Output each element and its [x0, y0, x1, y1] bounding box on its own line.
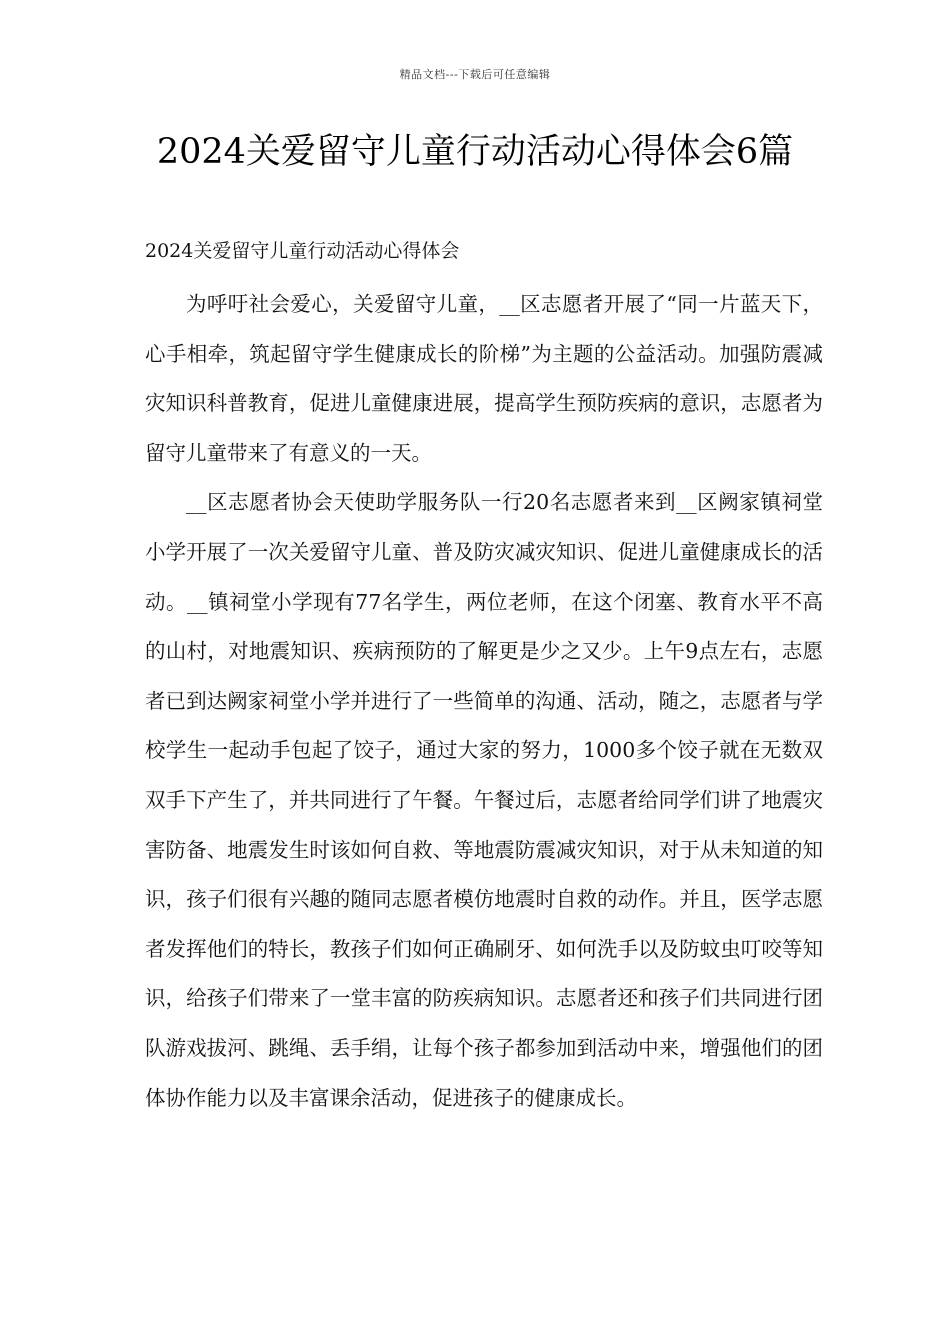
document-title: 2024关爱留守儿童行动活动心得体会6篇: [156, 132, 794, 172]
page-header-note: 精品文档---下载后可任意编辑: [399, 68, 551, 81]
document-body: [145, 280, 823, 1123]
body-paragraph-1: 为呼吁社会爱心，关爱留守儿童，__区志愿者开展了“同一片蓝天下，心手相牵，筑起留守学生健康成长的阶梯”为主题的公益活动。加强防震减灾知识科普教育，促进儿童健康进展，提高学生预防疾病的意识，志愿者为留守儿童带来了有意义的一天。: [145, 292, 823, 465]
document-subtitle: 2024关爱留守儿童行动活动心得体会: [145, 240, 460, 262]
body-paragraph-2: __区志愿者协会天使助学服务队一行20名志愿者来到__区阙家镇祠堂小学开展了一次关爱留守儿童、普及防灾减灾知识、促进儿童健康成长的活动。__镇祠堂小学现有77名学生，两位老师，在这个闭塞、教育水平不高的山村，对地震知识、疾病预防的了解更是少之又少。上午9点左右，志愿者已到达阙家祠堂小学并进行了一些简单的沟通、活动，随之，志愿者与学校学生一起动手包起了饺子，通过大家的努力，1000多个饺子就在无数双双手下产生了，并共同进行了午餐。午餐过后，志愿者给同学们讲了地震灾害防备、地震发生时该如何自救、等地震防震减灾知识，对于从未知道的知识，孩子们很有兴趣的随同志愿者模仿地震时自救的动作。并且，医学志愿者发挥他们的特长，教孩子们如何正确刷牙、如何洗手以及防蚊虫叮咬等知识，给孩子们带来了一堂丰富的防疾病知识。志愿者还和孩子们共同进行团队游戏拔河、跳绳、丢手绢，让每个孩子都参加到活动中来，增强他们的团体协作能力以及丰富课余活动，促进孩子的健康成长。: [145, 490, 823, 1110]
